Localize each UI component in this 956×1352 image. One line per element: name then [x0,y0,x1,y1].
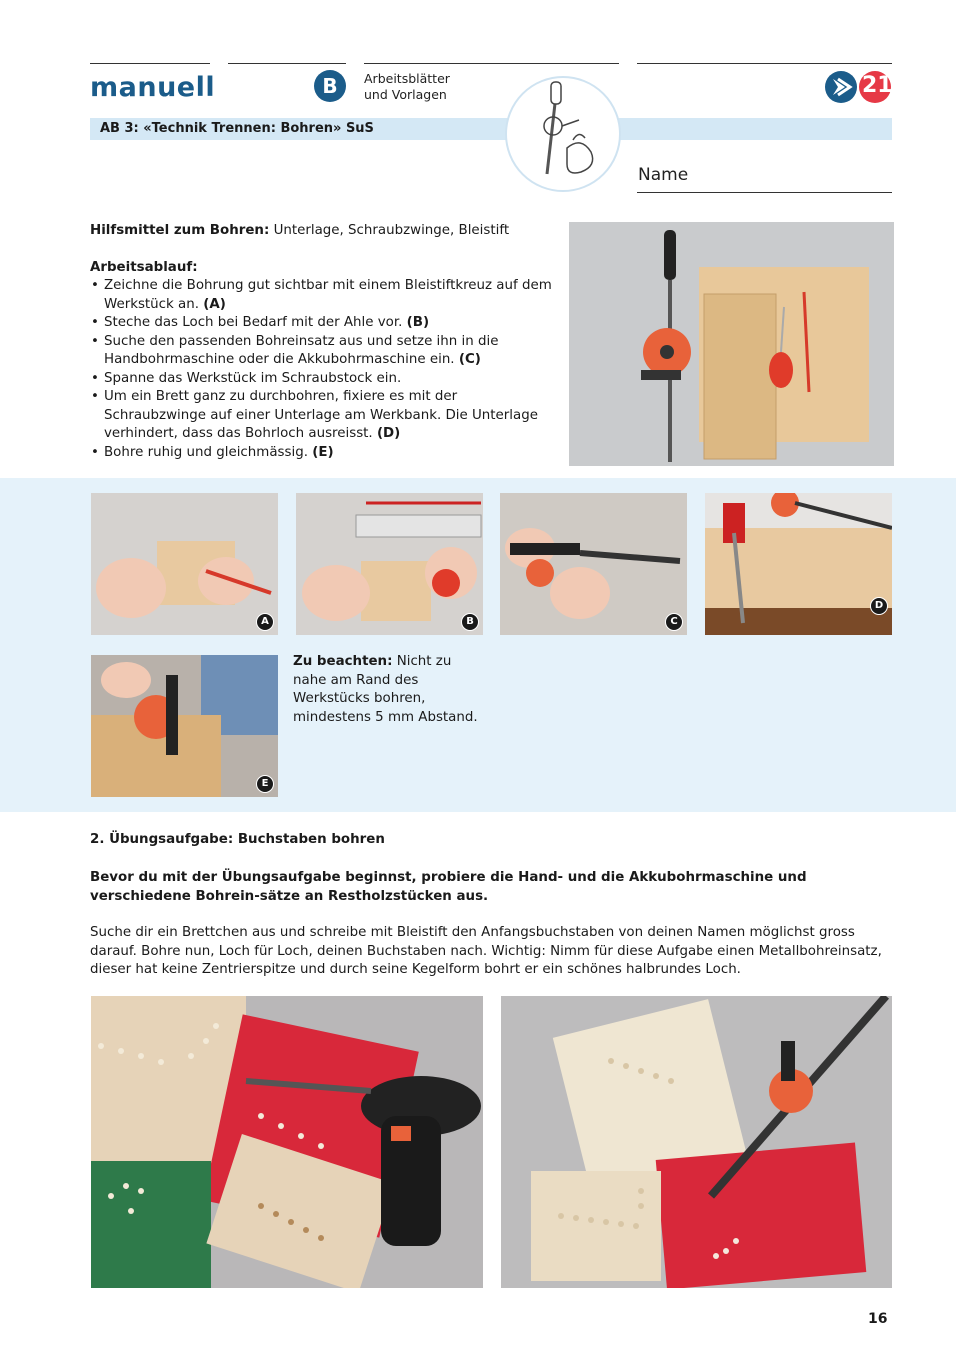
photo-b [296,493,483,635]
subtitle-line-2: und Vorlagen [364,87,447,102]
header-rule-3 [364,63,619,64]
intro-text [90,222,560,462]
photo-c [500,493,687,635]
steps-list [90,277,560,462]
list-item: • Steche das Loch bei Bedarf mit der Ahle vor. (B) [104,314,560,333]
drill-illustration [505,76,621,192]
section2-body-text: Suche dir ein Brettchen aus und schreibe mit Bleistift den Anfangsbuchstaben von deinen Namen möglichst gross darauf. Bohre nun, Loch für Loch, deinen Buchstaben nach. Wichtig: Nimm für diese Aufgabe einen Metallbohreinsatz, dieser hat keine Zentrierspitze und durch seine Kegelform bohrt er ein schönes halbrundes Loch. [90,925,882,977]
header-rule-4 [637,63,892,64]
steps-label: Arbeitsablauf: [90,259,198,275]
subtitle-line-1: Arbeitsblätter [364,71,450,86]
brand-logo: manuell [90,72,216,103]
list-item: • Zeichne die Bohrung gut sichtbar mit einem Bleistiftkreuz auf dem Werkstück an. (A) [104,277,560,314]
section2-title: 2. Übungsaufgabe: Buchstaben bohren [90,832,385,847]
name-line [637,192,892,193]
marker-c: C [665,613,683,631]
header-rule-2 [228,63,346,64]
list-item: • Bohre ruhig und gleichmässig. (E) [104,444,560,463]
tools-line [90,222,560,241]
chapter-badge [824,70,894,104]
photo-e [91,655,278,797]
marker-d: D [870,597,888,615]
letters-photo-left [91,996,483,1288]
marker-a: A [256,613,274,631]
photo-a [91,493,278,635]
letters-photo-right [501,996,892,1288]
list-item: • Spanne das Werkstück im Schraubstock ein. [104,370,560,389]
section2-bold-text: Bevor du mit der Übungsaufgabe beginnst, probiere die Hand- und die Akkubohrmaschine und verschiedene Bohrein-sätze an Restholzstücken aus. [90,870,807,904]
note-label: Zu beachten: [293,654,393,669]
page-number: 16 [868,1311,888,1327]
hand-drill-icon [507,78,619,190]
sheet-title: AB 3: «Technik Trennen: Bohren» SuS [100,121,374,136]
name-label: Name [638,165,689,185]
marker-b: B [461,613,479,631]
list-item: • Um ein Brett ganz zu durchbohren, fixiere es mit der Schraubzwinge auf einer Unterlage am Werkbank. Die Unterlage verhindert, dass das Bohrloch ausreisst. (D) [104,388,560,444]
marker-e: E [256,775,274,793]
tools-text: Unterlage, Schraubzwinge, Bleistift [269,223,510,238]
header-subtitle [364,71,450,103]
tools-photo [569,222,894,466]
tools-label: Hilfsmittel zum Bohren: [90,223,270,238]
chapter-number: 21 [862,73,893,98]
note-box [293,653,483,727]
photo-d [705,493,892,635]
note-text: Nicht zu nahe am Rand des Werkstücks bohren, mindestens 5 mm Abstand. [293,654,478,725]
part-letter-badge: B [314,70,346,102]
list-item: • Suche den passenden Bohreinsatz aus und setze ihn in die Handbohrmaschine oder die Akkubohrmaschine ein. (C) [104,333,560,370]
header-rule-1 [90,63,210,64]
